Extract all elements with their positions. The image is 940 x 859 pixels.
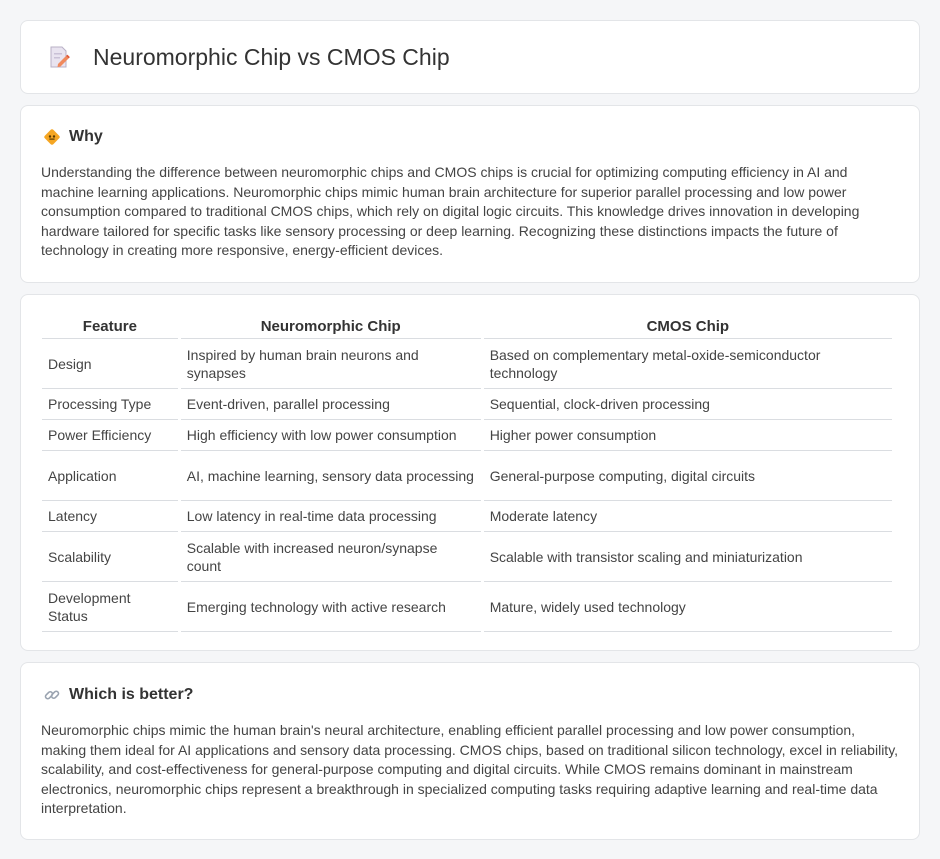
table-row (42, 582, 892, 632)
cell-cmos: Higher power consumption (484, 420, 892, 451)
why-text: Understanding the difference between neuromorphic chips and CMOS chips is crucial for optimizing computing efficiency in AI and machine learning applications. Neuromorphic chips mimic human brain architecture for superior parallel processing and low power consumption compared to traditional CMOS chips, which rely on digital logic circuits. This knowledge drives innovation in developing hardware tailored for specific tasks like sensory processing or deep learning. Recognizing these distinctions impacts the future of technology in creating more responsive, energy-efficient devices. (41, 164, 860, 259)
cell-cmos: Mature, widely used technology (484, 582, 892, 632)
cell-feature: Application (42, 451, 178, 501)
better-heading: Which is better? (69, 686, 194, 703)
comparison-table (39, 317, 895, 632)
table-header-row (42, 317, 892, 339)
page-title: Neuromorphic Chip vs CMOS Chip (93, 43, 450, 70)
cell-neuromorphic: Emerging technology with active research (181, 582, 481, 632)
cell-cmos: Scalable with transistor scaling and miniaturization (484, 532, 892, 582)
why-heading: Why (69, 128, 103, 145)
table-row (42, 339, 892, 389)
better-text: Neuromorphic chips mimic the human brain's neural architecture, enabling efficient parallel processing and low power consumption, making them ideal for AI applications and sensory data processing. CMOS chips, based on traditional silicon technology, excel in reliability, scalability, and cost-effectiveness for general-purpose computing and digital circuits. While CMOS remains dominant in mainstream electronics, neuromorphic chips represent a breakthrough in specialized computing tasks requiring adaptive learning and real-time data interpretation. (41, 722, 899, 817)
why-header (41, 128, 899, 146)
cell-feature: Design (42, 339, 178, 389)
cell-cmos: Sequential, clock-driven processing (484, 389, 892, 420)
header-neuromorphic: Neuromorphic Chip (181, 317, 481, 339)
cell-feature: Development Status (42, 582, 178, 632)
title-card (20, 20, 920, 94)
cell-feature: Latency (42, 501, 178, 532)
header-cmos: CMOS Chip (484, 317, 892, 339)
diamond-sign-icon (43, 128, 61, 146)
cell-cmos: Based on complementary metal-oxide-semiconductor technology (484, 339, 892, 389)
which-is-better-section (20, 662, 920, 840)
cell-feature: Scalability (42, 532, 178, 582)
cell-cmos: Moderate latency (484, 501, 892, 532)
cell-feature: Power Efficiency (42, 420, 178, 451)
cell-neuromorphic: Scalable with increased neuron/synapse count (181, 532, 481, 582)
table-row (42, 451, 892, 501)
better-header (41, 686, 899, 704)
link-icon (43, 686, 61, 704)
cell-cmos: General-purpose computing, digital circuits (484, 451, 892, 501)
table-row (42, 501, 892, 532)
cell-feature: Processing Type (42, 389, 178, 420)
table-row (42, 532, 892, 582)
document-pencil-icon (47, 45, 71, 69)
header-feature: Feature (42, 317, 178, 339)
cell-neuromorphic: High efficiency with low power consumption (181, 420, 481, 451)
why-section (20, 105, 920, 283)
comparison-section (20, 294, 920, 651)
table-row (42, 389, 892, 420)
cell-neuromorphic: Inspired by human brain neurons and synapses (181, 339, 481, 389)
table-row (42, 420, 892, 451)
cell-neuromorphic: Event-driven, parallel processing (181, 389, 481, 420)
cell-neuromorphic: AI, machine learning, sensory data processing (181, 451, 481, 501)
cell-neuromorphic: Low latency in real-time data processing (181, 501, 481, 532)
